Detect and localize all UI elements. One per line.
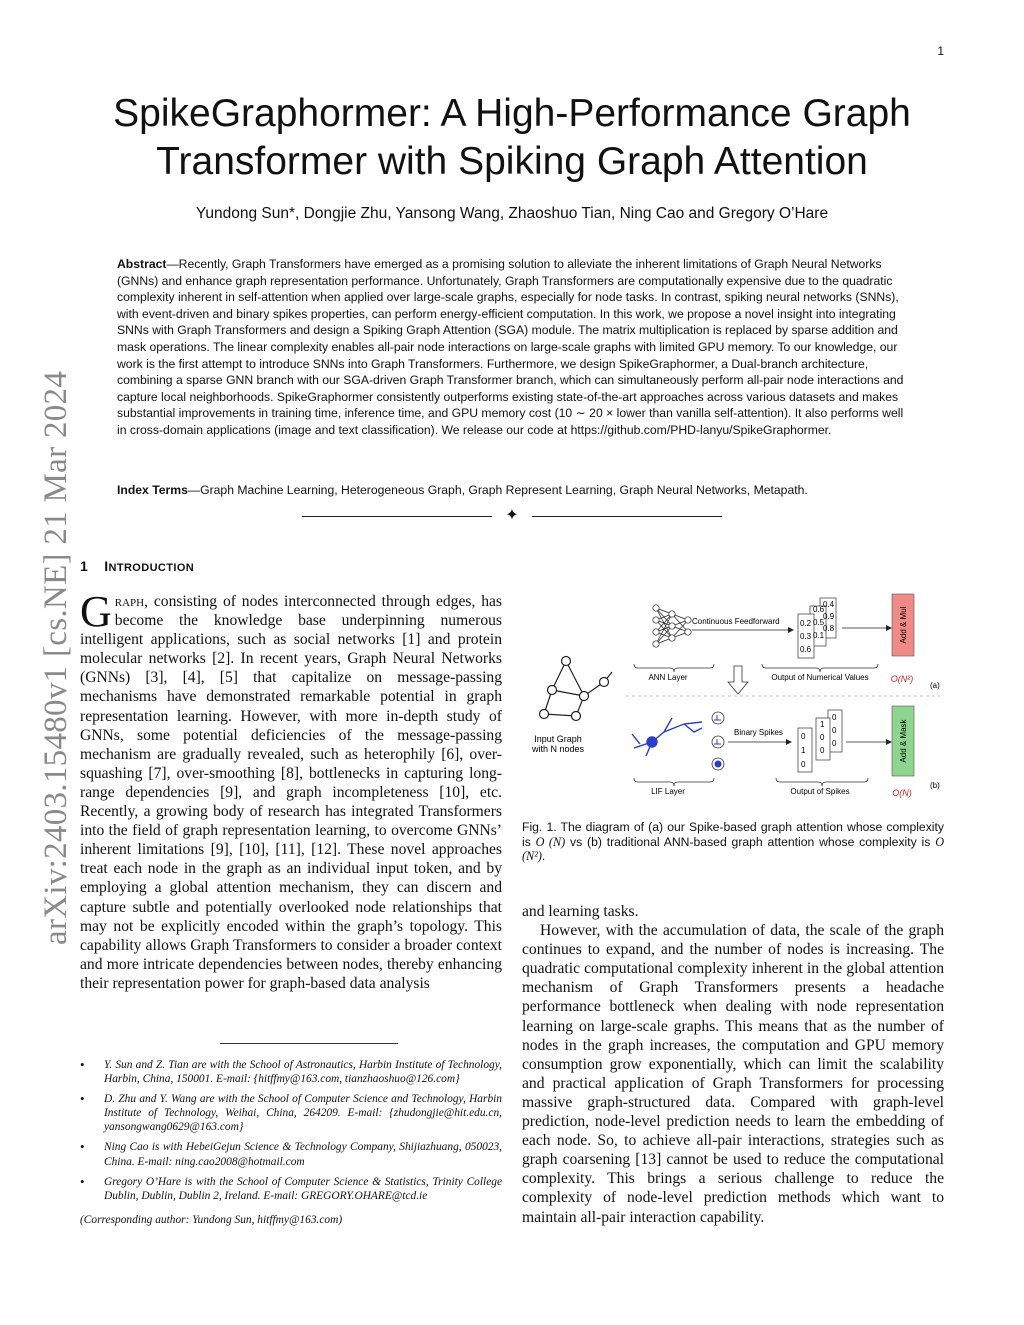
output-spikes-label: Output of Spikes bbox=[790, 787, 850, 796]
ann-network-icon bbox=[653, 605, 691, 647]
spike-value: 0 bbox=[801, 732, 806, 741]
author-list: Yundong Sun*, Dongjie Zhu, Yansong Wang, Zhaoshuo Tian, Ning Cao and Gregory O’Hare bbox=[195, 205, 829, 222]
feedforward-arrowhead bbox=[788, 627, 794, 633]
num-value: 0.4 bbox=[823, 600, 835, 609]
index-terms-label: Index Terms bbox=[117, 483, 188, 497]
footnote-item: • D. Zhu and Y. Wang are with the School of Computer Science and Technology, Harbin Institute of Technology, Weihai, China, 264209. E-mail: {zhudongjie@hit.edu.cn, yansongwang0629@163.com} bbox=[80, 1092, 502, 1134]
divider-line-left bbox=[302, 516, 492, 517]
num-value: 0.9 bbox=[823, 612, 835, 621]
caption-complexity-1: O (N) bbox=[535, 834, 566, 849]
spike-value: 0 bbox=[820, 746, 825, 755]
to-add-mask-arrowhead bbox=[886, 739, 892, 745]
output-brace-a bbox=[762, 664, 878, 672]
index-terms bbox=[117, 483, 907, 497]
paragraph: However, with the accumulation of data, the scale of the graph continues to expand, and the number of nodes is increasing. The quadratic computational complexity inherent in the global attention mechanism of Graph Transformers presents a headache performance bottleneck when dealing with node representation learning on large-scale graphs. This means that as the number of nodes in the graph increases, the computation and GPU memory consumption grow exponentially, which can limit the scalability and practical application of Graph Transformers for processing massive graph-structured data. Compared with graph-level prediction, node-level prediction needs to learn the embedding of each node. So, to achieve all-pair interactions, strategies such as graph coarsening [13] cannot be used to reduce the computational complexity. This brings a serious challenge to reduce the complexity of node-level prediction methods which want to maintain all-pair interaction capability. bbox=[522, 922, 944, 1226]
section-divider bbox=[302, 505, 722, 524]
spike-value: 1 bbox=[820, 720, 825, 729]
paragraph-continuation: and learning tasks. bbox=[522, 903, 639, 920]
num-value: 0.2 bbox=[800, 619, 812, 628]
drop-cap: G bbox=[80, 592, 112, 636]
num-value: 0.5 bbox=[813, 618, 825, 627]
add-mask-label: Add & Mask bbox=[899, 719, 908, 763]
num-value: 0.8 bbox=[823, 624, 835, 633]
lif-brace bbox=[634, 778, 714, 786]
page-number: 1 bbox=[937, 44, 944, 58]
arxiv-stamp: arXiv:2403.15480v1 [cs.NE] 21 Mar 2024 bbox=[38, 370, 74, 945]
divider-star-icon: ✦ bbox=[505, 505, 519, 524]
index-terms-text: —Graph Machine Learning, Heterogeneous Graph, Graph Represent Learning, Graph Neural Networks, Metapath. bbox=[187, 483, 808, 497]
footnote-item: • Gregory O’Hare is with the School of Computer Science & Statistics, Trinity College Dublin, Dublin, Dublin 2, Ireland. E-mail: GREGORY.OHARE@tcd.ie bbox=[80, 1175, 502, 1203]
label-b: (b) bbox=[930, 781, 940, 790]
intro-right-column bbox=[522, 902, 944, 1252]
caption-suffix: . bbox=[541, 849, 546, 864]
continuous-feedforward-label: Continuous Feedforward bbox=[692, 617, 780, 626]
lif-neuron-icon bbox=[632, 718, 702, 756]
input-graph-label-1: Input Graph bbox=[534, 734, 582, 744]
spike-value: 0 bbox=[832, 713, 837, 722]
transform-arrow-icon bbox=[728, 666, 748, 694]
spike-value: 0 bbox=[832, 726, 837, 735]
spike-value: 0 bbox=[832, 739, 837, 748]
intro-left-column bbox=[80, 592, 502, 1032]
spikes-arrowhead bbox=[786, 739, 792, 745]
to-add-mul-arrowhead bbox=[886, 625, 892, 631]
num-value: 0.3 bbox=[800, 632, 812, 641]
figure-caption bbox=[522, 820, 944, 864]
output-numerical-label: Output of Numerical Values bbox=[771, 673, 869, 682]
label-a: (a) bbox=[930, 681, 940, 690]
footnote-item: • Y. Sun and Z. Tian are with the School of Astronautics, Harbin Institute of Technology, Harbin, China, 150001. E-mail: {hitffmy@163.com, tianzhaoshuo@126.com} bbox=[80, 1058, 502, 1086]
binary-spikes-label: Binary Spikes bbox=[734, 728, 783, 737]
complexity-b: O(N) bbox=[892, 788, 912, 798]
section-heading bbox=[80, 558, 194, 574]
footnote-rule bbox=[220, 1043, 398, 1044]
caption-prefix: Fig. 1. The diagram of (a) our Spike-based graph attention whose complexity is bbox=[522, 820, 944, 849]
add-mul-label: Add & Mul bbox=[899, 606, 908, 644]
input-graph-icon bbox=[540, 657, 613, 721]
intro-smallcaps: raph bbox=[114, 593, 145, 610]
complexity-a: O(N²) bbox=[890, 674, 914, 684]
ann-layer-label: ANN Layer bbox=[648, 673, 688, 682]
spike-value: 0 bbox=[801, 760, 806, 769]
caption-complexity-2: O (N²) bbox=[522, 834, 944, 864]
divider-line-right bbox=[532, 516, 722, 517]
footnotes bbox=[80, 1058, 502, 1227]
lif-layer-label: LIF Layer bbox=[651, 787, 685, 796]
num-value: 0.6 bbox=[800, 645, 812, 654]
ann-brace bbox=[634, 664, 714, 672]
section-number: 1 bbox=[80, 558, 89, 574]
input-graph-label-2: with N nodes bbox=[531, 744, 585, 754]
caption-mid: vs (b) traditional ANN-based graph attention whose complexity is bbox=[565, 834, 936, 849]
intro-text: , consisting of nodes interconnected through edges, has become the knowledge base underpinning numerous intelligent applications, such as social networks [1] and protein molecular networks [2]. In recent years, Graph Neural Networks (GNNs) [3], [4], [5] that capitalize on message-passing mechanisms have demonstrated remarkable potential in graph representation learning. However, with more in-depth study of GNNs, some potential deficiencies of the message-passing mechanism are gradually revealed, such as heterophily [6], over-squashing [7], over-smoothing [8], bottlenecks in capturing long-range dependencies [9], and graph incompleteness [10], etc. Recently, a growing body of research has integrated Transformers into the field of graph representation learning, to overcome GNNs’ inherent limitations [9], [10], [11], [12]. These novel approaches treat each node in the graph as an individual input token, and by employing a global attention mechanism, they can discern and capture subtle and potentially overlooked node relationships that may not be explicitly encoded within the graph’s topology. This capability allows Graph Transformers to consider a broader context and more intricate dependencies between nodes, thereby enhancing their representation power for graph-based data analysis bbox=[80, 593, 502, 992]
spike-value: 1 bbox=[801, 746, 806, 755]
num-value: 0.6 bbox=[813, 605, 825, 614]
output-brace-b bbox=[776, 778, 868, 786]
abstract bbox=[117, 256, 907, 439]
paper-title: SpikeGraphormer: A High-Performance Graph Transformer with Spiking Graph Attention bbox=[113, 92, 911, 183]
abstract-text: —Recently, Graph Transformers have emerged as a promising solution to alleviate the inherent limitations of Graph Neural Networks (GNNs) and enhance graph representation performance. Unfortunately, Graph Transformers are computationally expensive due to the quadratic complexity inherent in self-attention when applied over large-scale graphs, especially for node tasks. In contrast, spiking neural networks (SNNs), with event-driven and binary spikes properties, can perform energy-efficient computation. In this work, we propose a novel insight into integrating SNNs with Graph Transformers and design a Spiking Graph Attention (SGA) module. The matrix multiplication is replaced by sparse addition and mask operations. The linear complexity enables all-pair node interactions on large-scale graphs with limited GPU memory. To our knowledge, our work is the first attempt to introduce SNNs into Graph Transformers. Furthermore, we design SpikeGraphormer, a Dual-branch architecture, combining a sparse GNN branch with our SGA-driven Graph Transformer branch, which can simultaneously perform all-pair node interactions and capture local neighborhoods. SpikeGraphormer consistently outperforms existing state-of-the-art approaches across various datasets and makes substantial improvements in training time, inference time, and GPU memory cost (10 ∼ 20 × lower than vanilla self-attention). It also performs well in cross-domain applications (image and text classification). We release our code at https://github.com/PHD-lanyu/SpikeGraphormer. bbox=[117, 257, 904, 437]
footnote-item: • Ning Cao is with HebeiGejun Science & Technology Company, Shijiazhuang, 050023, China. E-mail: ning.cao2008@hotmail.com bbox=[80, 1140, 502, 1168]
abstract-label: Abstract bbox=[117, 257, 167, 271]
num-value: 0.1 bbox=[813, 631, 825, 640]
spike-value: 0 bbox=[820, 733, 825, 742]
figure-1-diagram bbox=[522, 588, 946, 810]
corresponding-author: (Corresponding author: Yundong Sun, hitffmy@163.com) bbox=[80, 1213, 343, 1226]
section-title: INTRODUCTION bbox=[104, 558, 195, 574]
